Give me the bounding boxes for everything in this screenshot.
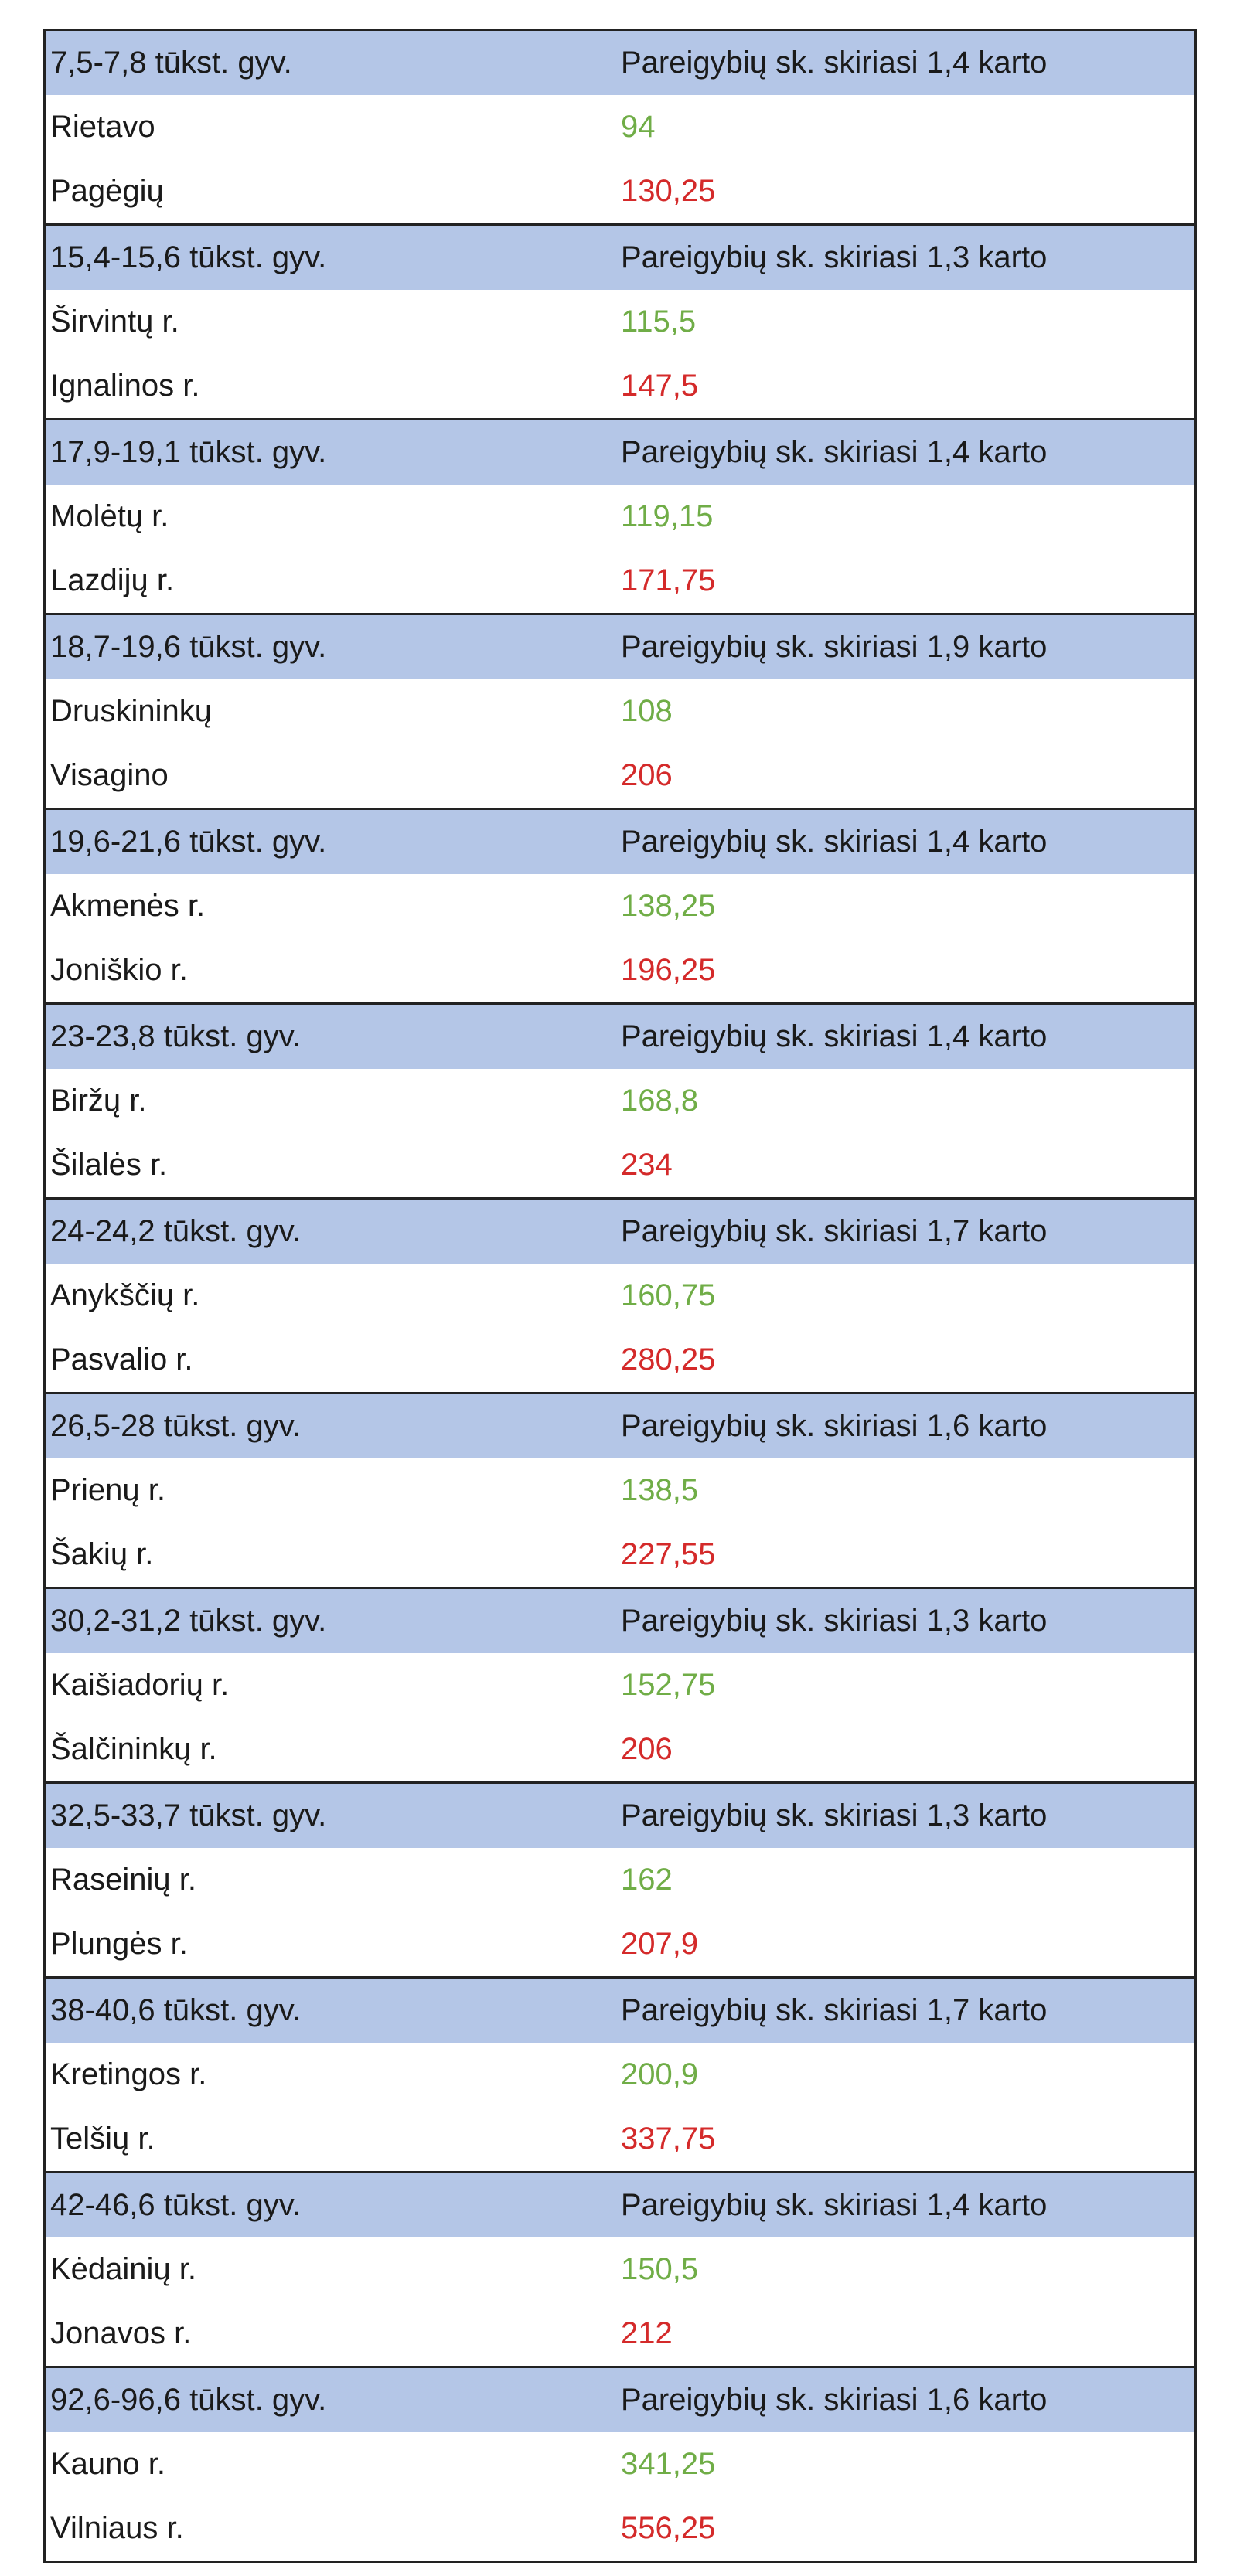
municipality-name: Anykščių r. — [50, 1278, 200, 1312]
comparison-table — [43, 29, 1197, 2563]
position-count-high: 171,75 — [621, 563, 716, 597]
table-group — [46, 808, 1194, 1002]
municipality-name: Molėtų r. — [50, 499, 169, 533]
table-row — [46, 354, 1194, 418]
table-row — [46, 549, 1194, 613]
population-range: 26,5-28 tūkst. gyv. — [50, 1409, 301, 1443]
group-header-row — [46, 1589, 1194, 1653]
group-header-row — [46, 615, 1194, 679]
municipality-name: Akmenės r. — [50, 889, 206, 923]
population-range: 18,7-19,6 tūkst. gyv. — [50, 630, 327, 664]
municipality-name: Kaišiadorių r. — [50, 1668, 230, 1702]
municipality-name: Plungės r. — [50, 1927, 188, 1961]
group-header-row — [46, 2368, 1194, 2432]
municipality-name: Kėdainių r. — [50, 2252, 197, 2286]
group-header-row — [46, 226, 1194, 290]
table-row — [46, 159, 1194, 223]
position-count-high: 234 — [621, 1148, 673, 1182]
table-row — [46, 1523, 1194, 1587]
population-range: 42-46,6 tūkst. gyv. — [50, 2188, 301, 2222]
position-count-high: 212 — [621, 2316, 673, 2350]
position-count-low: 152,75 — [621, 1668, 716, 1702]
position-ratio-note: Pareigybių sk. skiriasi 1,3 karto — [621, 240, 1048, 274]
position-count-high: 556,25 — [621, 2511, 716, 2545]
table-row — [46, 1848, 1194, 1912]
position-count-high: 147,5 — [621, 369, 699, 403]
position-count-low: 160,75 — [621, 1278, 716, 1312]
municipality-name: Raseinių r. — [50, 1863, 196, 1897]
table-row — [46, 1653, 1194, 1717]
table-row — [46, 2237, 1194, 2302]
municipality-name: Druskininkų — [50, 694, 212, 728]
table-row — [46, 679, 1194, 744]
group-header-row — [46, 1200, 1194, 1264]
group-header-row — [46, 420, 1194, 485]
table-group — [46, 1392, 1194, 1587]
table-row — [46, 1458, 1194, 1523]
municipality-name: Visagino — [50, 758, 169, 792]
municipality-name: Prienų r. — [50, 1473, 165, 1507]
table-row — [46, 2302, 1194, 2366]
table-group — [46, 418, 1194, 613]
position-count-high: 206 — [621, 1732, 673, 1766]
table-row — [46, 938, 1194, 1002]
municipality-name: Pagėgių — [50, 174, 164, 208]
group-header-row — [46, 31, 1194, 95]
municipality-name: Vilniaus r. — [50, 2511, 184, 2545]
municipality-name: Kretingos r. — [50, 2057, 207, 2091]
position-count-low: 115,5 — [621, 305, 697, 339]
table-group — [46, 2366, 1194, 2561]
table-row — [46, 1264, 1194, 1328]
position-ratio-note: Pareigybių sk. skiriasi 1,3 karto — [621, 1798, 1048, 1832]
position-ratio-note: Pareigybių sk. skiriasi 1,9 karto — [621, 630, 1048, 664]
position-count-high: 130,25 — [621, 174, 716, 208]
population-range: 19,6-21,6 tūkst. gyv. — [50, 825, 327, 859]
population-range: 15,4-15,6 tūkst. gyv. — [50, 240, 327, 274]
position-count-high: 207,9 — [621, 1927, 699, 1961]
position-ratio-note: Pareigybių sk. skiriasi 1,3 karto — [621, 1604, 1048, 1638]
table-row — [46, 2432, 1194, 2496]
table-group — [46, 1197, 1194, 1392]
table-group — [46, 1587, 1194, 1781]
table-row — [46, 2496, 1194, 2561]
group-header-row — [46, 1979, 1194, 2043]
table-group — [46, 31, 1194, 223]
population-range: 32,5-33,7 tūkst. gyv. — [50, 1798, 327, 1832]
table-row — [46, 2107, 1194, 2171]
position-ratio-note: Pareigybių sk. skiriasi 1,4 karto — [621, 435, 1048, 469]
municipality-name: Joniškio r. — [50, 953, 188, 987]
position-ratio-note: Pareigybių sk. skiriasi 1,4 karto — [621, 2188, 1048, 2222]
position-count-high: 206 — [621, 758, 673, 792]
table-row — [46, 95, 1194, 159]
table-row — [46, 1912, 1194, 1976]
municipality-name: Šilalės r. — [50, 1148, 168, 1182]
table-group — [46, 1002, 1194, 1197]
table-group — [46, 1976, 1194, 2171]
position-count-low: 341,25 — [621, 2447, 716, 2481]
table-row — [46, 2043, 1194, 2107]
municipality-name: Kauno r. — [50, 2447, 166, 2481]
position-ratio-note: Pareigybių sk. skiriasi 1,4 karto — [621, 46, 1048, 80]
group-header-row — [46, 810, 1194, 874]
population-range: 30,2-31,2 tūkst. gyv. — [50, 1604, 327, 1638]
municipality-name: Lazdijų r. — [50, 563, 175, 597]
position-ratio-note: Pareigybių sk. skiriasi 1,7 karto — [621, 1214, 1048, 1248]
position-count-low: 162 — [621, 1863, 673, 1897]
municipality-name: Jonavos r. — [50, 2316, 192, 2350]
position-count-high: 280,25 — [621, 1342, 716, 1376]
position-ratio-note: Pareigybių sk. skiriasi 1,4 karto — [621, 825, 1048, 859]
position-count-low: 200,9 — [621, 2057, 699, 2091]
position-count-low: 168,8 — [621, 1084, 699, 1118]
table-row — [46, 290, 1194, 354]
position-count-high: 227,55 — [621, 1537, 716, 1571]
position-count-low: 119,15 — [621, 499, 714, 533]
position-ratio-note: Pareigybių sk. skiriasi 1,6 karto — [621, 2383, 1048, 2417]
position-count-low: 108 — [621, 694, 673, 728]
population-range: 7,5-7,8 tūkst. gyv. — [50, 46, 292, 80]
municipality-name: Biržų r. — [50, 1084, 147, 1118]
group-header-row — [46, 2173, 1194, 2237]
municipality-name: Šalčininkų r. — [50, 1732, 217, 1766]
table-row — [46, 874, 1194, 938]
municipality-name: Šakių r. — [50, 1537, 154, 1571]
group-header-row — [46, 1784, 1194, 1848]
table-row — [46, 1133, 1194, 1197]
table-row — [46, 485, 1194, 549]
population-range: 23-23,8 tūkst. gyv. — [50, 1019, 301, 1053]
municipality-name: Ignalinos r. — [50, 369, 200, 403]
municipality-name: Telšių r. — [50, 2122, 155, 2156]
position-count-low: 138,5 — [621, 1473, 699, 1507]
position-ratio-note: Pareigybių sk. skiriasi 1,7 karto — [621, 1993, 1048, 2027]
position-count-low: 138,25 — [621, 889, 716, 923]
position-count-high: 337,75 — [621, 2122, 716, 2156]
table-row — [46, 1069, 1194, 1133]
population-range: 92,6-96,6 tūkst. gyv. — [50, 2383, 327, 2417]
municipality-name: Pasvalio r. — [50, 1342, 193, 1376]
position-ratio-note: Pareigybių sk. skiriasi 1,6 karto — [621, 1409, 1048, 1443]
position-count-low: 150,5 — [621, 2252, 699, 2286]
position-ratio-note: Pareigybių sk. skiriasi 1,4 karto — [621, 1019, 1048, 1053]
table-group — [46, 1781, 1194, 1976]
group-header-row — [46, 1394, 1194, 1458]
municipality-name: Širvintų r. — [50, 305, 179, 339]
table-row — [46, 744, 1194, 808]
table-row — [46, 1328, 1194, 1392]
table-group — [46, 2171, 1194, 2366]
municipality-name: Rietavo — [50, 110, 155, 144]
position-count-high: 196,25 — [621, 953, 716, 987]
table-group — [46, 223, 1194, 418]
population-range: 17,9-19,1 tūkst. gyv. — [50, 435, 327, 469]
population-range: 38-40,6 tūkst. gyv. — [50, 1993, 301, 2027]
table-row — [46, 1717, 1194, 1781]
position-count-low: 94 — [621, 110, 656, 144]
group-header-row — [46, 1005, 1194, 1069]
population-range: 24-24,2 tūkst. gyv. — [50, 1214, 301, 1248]
table-group — [46, 613, 1194, 808]
